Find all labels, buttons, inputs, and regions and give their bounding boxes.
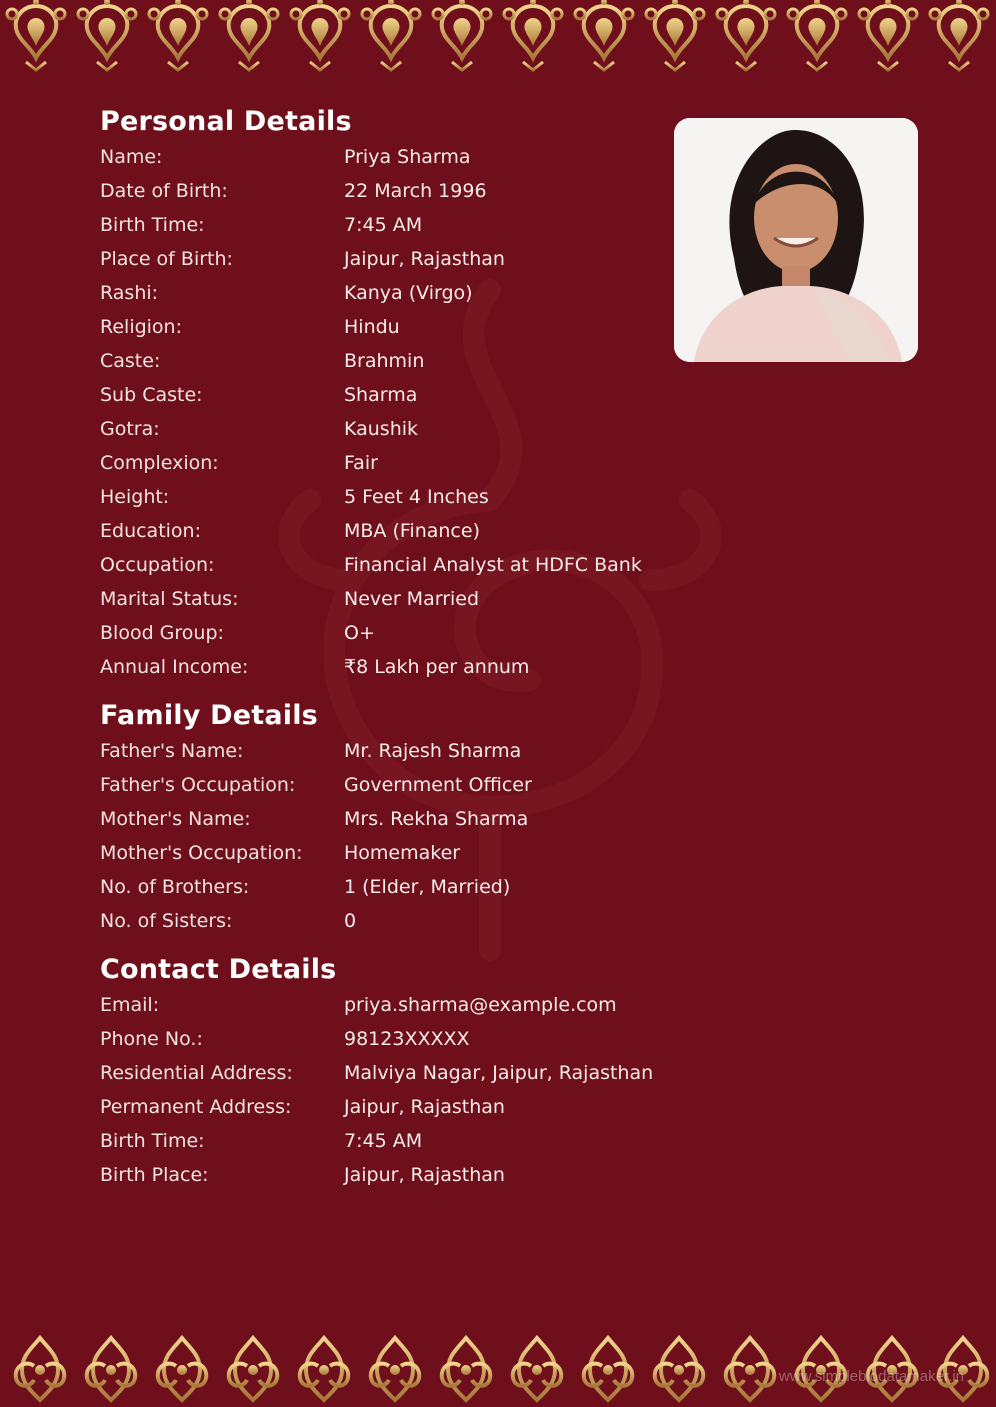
detail-label: Phone No.: bbox=[100, 1028, 203, 1050]
contact-detail-row bbox=[100, 1090, 653, 1124]
detail-label: Annual Income: bbox=[100, 656, 249, 678]
detail-label: Caste: bbox=[100, 350, 161, 372]
personal-detail-row bbox=[100, 140, 642, 174]
site-watermark: www.simplebiodatamaker.in bbox=[778, 1368, 964, 1385]
contact-details-section bbox=[100, 952, 653, 1192]
family-detail-row bbox=[100, 802, 532, 836]
personal-detail-row bbox=[100, 174, 642, 208]
detail-label: Father's Name: bbox=[100, 740, 244, 762]
personal-detail-row bbox=[100, 378, 642, 412]
detail-label: Birth Place: bbox=[100, 1164, 209, 1186]
detail-label: Mother's Name: bbox=[100, 808, 251, 830]
contact-detail-row bbox=[100, 1056, 653, 1090]
detail-value: ₹8 Lakh per annum bbox=[344, 656, 530, 678]
personal-details-section bbox=[100, 104, 642, 684]
detail-value: Government Officer bbox=[344, 774, 532, 796]
detail-value: Jaipur, Rajasthan bbox=[344, 248, 505, 270]
detail-value: priya.sharma@example.com bbox=[344, 994, 617, 1016]
detail-label: No. of Brothers: bbox=[100, 876, 250, 898]
top-ornament-border bbox=[0, 0, 996, 78]
detail-label: Place of Birth: bbox=[100, 248, 233, 270]
personal-detail-row bbox=[100, 412, 642, 446]
detail-label: Permanent Address: bbox=[100, 1096, 292, 1118]
detail-value: Homemaker bbox=[344, 842, 461, 864]
detail-value: Brahmin bbox=[344, 350, 425, 372]
detail-value: Never Married bbox=[344, 588, 480, 610]
detail-value: Malviya Nagar, Jaipur, Rajasthan bbox=[344, 1062, 654, 1084]
detail-label: Education: bbox=[100, 520, 201, 542]
personal-detail-row bbox=[100, 208, 642, 242]
detail-value: 1 (Elder, Married) bbox=[344, 876, 511, 898]
detail-label: Blood Group: bbox=[100, 622, 224, 644]
personal-detail-row bbox=[100, 480, 642, 514]
contact-detail-row bbox=[100, 1124, 653, 1158]
detail-label: Gotra: bbox=[100, 418, 160, 440]
family-detail-row bbox=[100, 734, 532, 768]
detail-value: Kanya (Virgo) bbox=[344, 282, 473, 304]
detail-label: Birth Time: bbox=[100, 214, 205, 236]
detail-value: 7:45 AM bbox=[344, 214, 423, 236]
detail-label: Mother's Occupation: bbox=[100, 842, 303, 864]
personal-detail-row bbox=[100, 514, 642, 548]
contact-detail-row bbox=[100, 988, 653, 1022]
detail-value: Mr. Rajesh Sharma bbox=[344, 740, 522, 762]
contact-details-heading: Contact Details bbox=[100, 954, 337, 985]
personal-detail-row bbox=[100, 582, 642, 616]
detail-label: Occupation: bbox=[100, 554, 215, 576]
contact-details-list bbox=[100, 988, 653, 1192]
detail-value: 7:45 AM bbox=[344, 1130, 423, 1152]
detail-label: Birth Time: bbox=[100, 1130, 205, 1152]
profile-photo bbox=[674, 118, 918, 362]
family-detail-row bbox=[100, 836, 532, 870]
detail-value: Financial Analyst at HDFC Bank bbox=[344, 554, 642, 576]
detail-value: Jaipur, Rajasthan bbox=[344, 1164, 505, 1186]
personal-detail-row bbox=[100, 242, 642, 276]
detail-label: No. of Sisters: bbox=[100, 910, 233, 932]
personal-detail-row bbox=[100, 276, 642, 310]
detail-value: Mrs. Rekha Sharma bbox=[344, 808, 529, 830]
detail-label: Residential Address: bbox=[100, 1062, 293, 1084]
detail-value: O+ bbox=[344, 622, 375, 644]
personal-details-heading: Personal Details bbox=[100, 106, 352, 137]
detail-label: Date of Birth: bbox=[100, 180, 228, 202]
detail-value: Fair bbox=[344, 452, 378, 474]
detail-value: 0 bbox=[344, 910, 357, 932]
detail-value: 5 Feet 4 Inches bbox=[344, 486, 489, 508]
portrait-photo-icon bbox=[674, 118, 918, 362]
detail-label: Complexion: bbox=[100, 452, 219, 474]
detail-label: Father's Occupation: bbox=[100, 774, 296, 796]
detail-value: 98123XXXXX bbox=[344, 1028, 470, 1050]
contact-detail-row bbox=[100, 1158, 653, 1192]
detail-value: Jaipur, Rajasthan bbox=[344, 1096, 505, 1118]
personal-detail-row bbox=[100, 446, 642, 480]
contact-detail-row bbox=[100, 1022, 653, 1056]
personal-detail-row bbox=[100, 548, 642, 582]
detail-value: MBA (Finance) bbox=[344, 520, 480, 542]
detail-value: Kaushik bbox=[344, 418, 419, 440]
personal-detail-row bbox=[100, 344, 642, 378]
detail-value: Priya Sharma bbox=[344, 146, 471, 168]
detail-value: Hindu bbox=[344, 316, 400, 338]
detail-label: Marital Status: bbox=[100, 588, 239, 610]
detail-label: Height: bbox=[100, 486, 170, 508]
personal-detail-row bbox=[100, 616, 642, 650]
family-details-section bbox=[100, 698, 532, 938]
personal-detail-row bbox=[100, 310, 642, 344]
family-details-heading: Family Details bbox=[100, 700, 318, 731]
personal-details-list bbox=[100, 140, 642, 684]
family-detail-row bbox=[100, 870, 532, 904]
detail-value: Sharma bbox=[344, 384, 418, 406]
detail-label: Name: bbox=[100, 146, 163, 168]
family-detail-row bbox=[100, 904, 532, 938]
detail-label: Sub Caste: bbox=[100, 384, 203, 406]
detail-value: 22 March 1996 bbox=[344, 180, 487, 202]
personal-detail-row bbox=[100, 650, 642, 684]
family-detail-row bbox=[100, 768, 532, 802]
detail-label: Religion: bbox=[100, 316, 183, 338]
detail-label: Email: bbox=[100, 994, 160, 1016]
family-details-list bbox=[100, 734, 532, 938]
detail-label: Rashi: bbox=[100, 282, 159, 304]
